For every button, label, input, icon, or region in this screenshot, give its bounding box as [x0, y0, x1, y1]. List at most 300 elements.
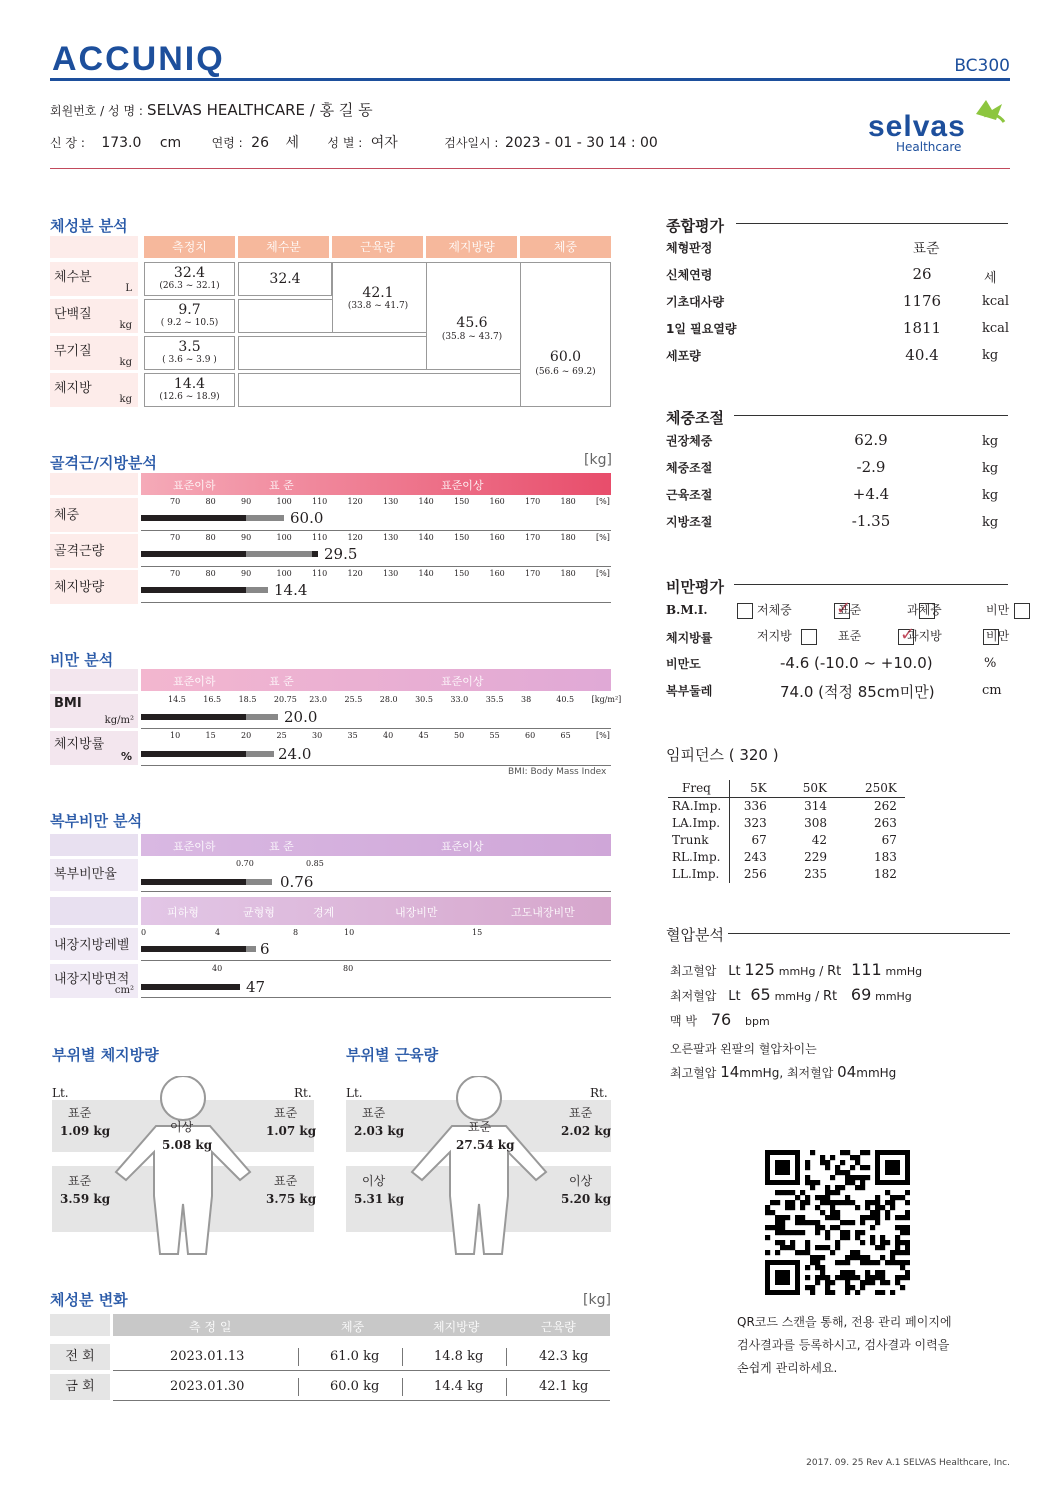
imp-header-5k: 5K	[750, 781, 767, 795]
mf-tick: 130	[383, 497, 399, 506]
imp-cell: 182	[873, 867, 897, 881]
visceral-subcutaneous: 피하형	[167, 906, 199, 919]
bmi-label: BMI	[54, 696, 82, 711]
mf-tick: 100	[276, 497, 292, 506]
water-box	[238, 262, 332, 296]
abd-scale-below: 표준이하	[173, 840, 216, 853]
row-water-unit: L	[125, 283, 132, 294]
history-sep	[298, 1348, 299, 1366]
mf-bar-gray	[246, 515, 284, 521]
scale-below: 표준이하	[173, 479, 216, 492]
pbf-tick: 50	[454, 731, 465, 740]
pbf-label: 체지방률	[54, 737, 105, 752]
bmi-row	[50, 694, 138, 728]
imp-cell: 243	[743, 850, 767, 864]
mf-bar-gray	[246, 587, 268, 593]
pulse-unit: bpm	[745, 1015, 770, 1028]
imp-cell: 314	[804, 799, 827, 813]
bmi-tick: 20.75	[273, 695, 297, 704]
fat-rl-status: 표준	[274, 1174, 298, 1188]
history-sep	[298, 1378, 299, 1396]
pbf-value: 24.0	[278, 745, 312, 763]
header-divider	[50, 78, 1010, 81]
vfa-tick-40: 40	[212, 964, 223, 973]
muscle-ll-value: 5.31 kg	[354, 1192, 405, 1206]
imp-row	[668, 849, 905, 866]
footer: 2017. 09. 25 Rev A.1 SELVAS Healthcare, Inc.	[806, 1458, 1010, 1468]
visceral-borderline: 경계	[313, 906, 335, 919]
sys-unit-1: mmHg	[778, 965, 816, 978]
fat-ll-value: 3.59 kg	[60, 1192, 111, 1206]
measured-water-value: 32.4	[173, 265, 206, 281]
imp-header-freq: Freq	[668, 780, 730, 798]
bp-systolic	[670, 960, 922, 979]
vfa-unit: cm²	[114, 985, 134, 996]
imp-cell: 235	[804, 867, 827, 881]
fat-extension	[238, 373, 520, 407]
muscle-trunk-status: 표준	[468, 1120, 492, 1134]
mf-tick: 70	[170, 533, 181, 542]
mf-tick: 140	[418, 497, 434, 506]
bmi-bar-gray	[246, 714, 278, 720]
mf-value-2: 14.4	[274, 581, 308, 599]
pbf-tick: [%]	[596, 731, 610, 740]
dia-rt: Rt	[822, 989, 838, 1004]
checkbox-label-bmi_options-3: 비만	[986, 603, 1010, 617]
history-sep	[506, 1378, 507, 1396]
obesity-title: 비만 분석	[50, 651, 114, 669]
history-unit: [kg]	[583, 1292, 611, 1308]
history-weight: 61.0 kg	[330, 1349, 380, 1364]
history-muscle: 42.1 kg	[539, 1379, 589, 1394]
checkbox-label-bmi_options-2: 과체중	[907, 603, 942, 617]
imp-row	[668, 832, 905, 849]
pbf-tick: 20	[241, 731, 252, 740]
sys-rt-value: 111	[851, 960, 882, 979]
header-underline	[50, 168, 1010, 169]
row-water	[50, 262, 138, 296]
bmi-tick: 16.5	[203, 695, 222, 704]
muscle-la-value: 2.03 kg	[354, 1124, 405, 1138]
vfa-value: 47	[246, 978, 266, 996]
pbf-unit: %	[120, 750, 132, 763]
obesity-header-blank	[50, 669, 138, 691]
mf-tick: [%]	[596, 533, 610, 542]
history-line	[113, 1400, 610, 1401]
bmi-tick: 23.0	[309, 695, 327, 704]
age-label: 연령 :	[211, 136, 243, 150]
impedance-table	[668, 780, 905, 883]
bmi-tick: 40.5	[556, 695, 575, 704]
vfl-line	[141, 960, 611, 961]
measured-mineral-range: ( 3.6 ~ 3.9 )	[162, 355, 217, 365]
mf-tick: 140	[418, 569, 434, 578]
muscle-ra-value: 2.02 kg	[561, 1124, 612, 1138]
body-figure-muscle-icon	[404, 1076, 554, 1256]
mf-value-0: 60.0	[290, 509, 324, 527]
pulse-label: 맥 박	[670, 1014, 697, 1028]
impedance-title: 임피던스 ( 320 )	[666, 746, 779, 764]
mf-tick: 110	[312, 497, 328, 506]
muscle-rl-status: 이상	[569, 1174, 593, 1188]
history-header	[113, 1314, 610, 1336]
pbf-tick: 10	[170, 731, 181, 740]
qr-code-icon[interactable]	[765, 1150, 910, 1295]
bmi-tick: 28.0	[379, 695, 398, 704]
whr-tick-070: 0.70	[236, 859, 254, 868]
bmi-tick: 18.5	[238, 695, 257, 704]
wc-value-1: -2.9	[856, 458, 886, 476]
header-weight: 체중	[520, 236, 611, 258]
history-title: 체성분 변화	[50, 1291, 128, 1309]
imp-cell: 308	[804, 816, 827, 830]
vfl-tick-0: 0	[141, 928, 147, 937]
ffm-value: 45.6	[456, 315, 488, 331]
measured-protein-value: 9.7	[178, 302, 201, 318]
bp-note2-d: 04	[837, 1063, 857, 1081]
checkbox-bmi_options-0[interactable]	[737, 603, 753, 619]
pbf-tick: 35	[347, 731, 358, 740]
bp-note2-c: mmHg, 최저혈압	[739, 1066, 834, 1080]
bmi-tick: 30.5	[415, 695, 433, 704]
summary-value-2: 1176	[902, 292, 942, 310]
row-fat-label: 체지방	[54, 381, 92, 396]
height-value: 173.0	[101, 135, 142, 151]
whr-row	[50, 859, 138, 891]
fat-ra-value: 1.07 kg	[266, 1124, 317, 1138]
vfl-tick-4: 4	[215, 928, 221, 937]
row-protein	[50, 299, 138, 333]
weight-range: (56.6 ~ 69.2)	[535, 367, 596, 377]
eval-bmi-label: B.M.I.	[666, 603, 708, 617]
selvas-logo	[866, 92, 1011, 157]
fat-la-status: 표준	[68, 1106, 92, 1120]
sex-value: 여자	[370, 135, 398, 151]
wc-unit-2: kg	[982, 488, 999, 503]
vfl-bar-black	[141, 946, 246, 952]
healthcare-text: Healthcare	[896, 140, 962, 154]
imp-cell: 42	[811, 833, 827, 847]
segment-muscle-rt: Rt.	[590, 1086, 608, 1100]
bp-note1: 오른팔과 왼팔의 혈압차이는	[670, 1042, 817, 1056]
muscle-rl-value: 5.20 kg	[561, 1192, 612, 1206]
fat-la-value: 1.09 kg	[60, 1124, 111, 1138]
bmi-value: 20.0	[284, 708, 318, 726]
mf-bar-black	[141, 515, 246, 521]
mf-line	[141, 602, 611, 603]
dia-sep: /	[815, 989, 820, 1003]
muscle-fat-unit: [kg]	[584, 452, 612, 468]
vfl-label: 내장지방레벨	[54, 938, 130, 953]
visceral-obese: 내장비만	[395, 906, 438, 919]
scale-normal: 표 준	[269, 479, 294, 492]
bmi-footnote: BMI: Body Mass Index	[508, 767, 607, 777]
mf-tick: 140	[418, 533, 434, 542]
history-sep	[506, 1348, 507, 1366]
qr-text-1: QR코드 스캔을 통해, 전용 관리 페이지에	[737, 1315, 952, 1329]
mf-tick: 70	[170, 497, 181, 506]
checkbox-bmi_options-3[interactable]	[1014, 603, 1030, 619]
sys-rt: Rt	[827, 964, 842, 979]
history-row-label: 전 회	[50, 1344, 110, 1370]
dia-lt-value: 65	[750, 985, 771, 1004]
bmi-line	[141, 728, 611, 729]
selvas-text: selvas	[868, 110, 966, 143]
imp-row-label: RL.Imp.	[668, 849, 730, 866]
waist-value: 74.0 (적정 85cm미만)	[780, 683, 935, 701]
mf-tick: 110	[312, 569, 328, 578]
abdominal-title: 복부비만 분석	[50, 812, 143, 830]
dia-unit-2: mmHg	[875, 990, 912, 1003]
sys-lt-value: 125	[744, 960, 775, 979]
mf-row-label-2: 체지방량	[50, 570, 138, 604]
abd-scale-above: 표준이상	[441, 840, 484, 853]
mf-tick: 70	[170, 569, 181, 578]
pbf-tick: 15	[205, 731, 216, 740]
summary-title: 종합평가	[666, 217, 724, 235]
dia-unit-1: mmHg	[774, 990, 812, 1003]
mf-tick: 180	[560, 569, 576, 578]
protein-extension	[238, 299, 332, 333]
date-value: 2023 - 01 - 30 14 : 00	[504, 135, 658, 151]
row-fat	[50, 373, 138, 407]
bp-rule	[728, 933, 1010, 934]
pbf-tick: 65	[560, 731, 571, 740]
history-row-label: 금 회	[50, 1374, 110, 1400]
row-mineral-unit: kg	[119, 357, 132, 368]
weight-value: 60.0	[549, 349, 582, 365]
imp-row-label: RA.Imp.	[668, 798, 730, 816]
bp-note2-a: 최고혈압	[670, 1066, 717, 1080]
measured-fat	[144, 373, 235, 407]
fat-trunk-value: 5.08 kg	[162, 1138, 213, 1152]
mf-tick: 120	[347, 497, 363, 506]
row-protein-unit: kg	[119, 320, 132, 331]
summary-label-2: 기초대사량	[666, 295, 724, 309]
imp-row	[668, 866, 905, 883]
mf-tick: [%]	[596, 569, 610, 578]
checkbox-label-bmi_options-0: 저체중	[757, 603, 792, 617]
muscle-value: 42.1	[362, 285, 394, 301]
fat-trunk-status: 이상	[170, 1120, 194, 1134]
segment-fat-title: 부위별 체지방량	[52, 1046, 159, 1064]
vfa-bar-black	[141, 984, 240, 990]
mf-tick: 160	[489, 497, 505, 506]
header-measured: 측정치	[144, 236, 235, 258]
imp-header-250k: 250K	[864, 781, 897, 795]
row-mineral-label: 무기질	[54, 344, 92, 359]
whr-bar-black	[141, 879, 246, 885]
mf-bar-black	[141, 587, 246, 593]
qr-text-3: 손쉽게 관리하세요.	[737, 1361, 838, 1375]
age-unit: 세	[285, 135, 299, 151]
mf-tick: 180	[560, 497, 576, 506]
measured-water	[144, 262, 235, 296]
composition-header-blank	[50, 236, 138, 258]
fat-rl-value: 3.75 kg	[266, 1192, 317, 1206]
imp-cell: 262	[873, 799, 897, 813]
mf-bar-black	[141, 551, 246, 557]
measured-protein-range: ( 9.2 ~ 10.5)	[160, 318, 219, 328]
qr-text-2: 검사결과를 등록하시고, 검사결과 이력을	[737, 1338, 950, 1352]
height-label: 신 장 :	[50, 136, 85, 150]
checkbox-pbf_options-0[interactable]	[801, 629, 817, 645]
pbf-tick: 60	[525, 731, 536, 740]
history-muscle: 42.3 kg	[539, 1349, 589, 1364]
weight-control-rule	[734, 415, 1008, 416]
whr-value: 0.76	[280, 873, 314, 891]
summary-label-4: 세포량	[666, 349, 701, 363]
mf-bar-gray	[246, 551, 318, 557]
bmi-tick: 14.5	[168, 695, 186, 704]
muscle-ra-status: 표준	[569, 1106, 593, 1120]
sys-sep: /	[819, 964, 824, 978]
mf-tick: 160	[489, 569, 505, 578]
vfl-tick-8: 8	[293, 928, 299, 937]
imp-row-label: LA.Imp.	[668, 815, 730, 832]
date-label: 검사일시 :	[444, 136, 499, 150]
mf-tick: 150	[454, 533, 470, 542]
waist-label: 복부둘레	[666, 684, 713, 698]
dia-label: 최저혈압	[670, 989, 717, 1003]
abdominal-scalebar	[141, 834, 611, 856]
visceral-header-blank	[50, 897, 138, 925]
member-info	[50, 99, 373, 120]
bp-note2-b: 14	[720, 1063, 740, 1081]
vfa-tick-80: 80	[343, 964, 354, 973]
bmi-bar-black	[141, 714, 246, 720]
summary-unit-1: 세	[984, 271, 997, 286]
history-weight: 60.0 kg	[330, 1379, 380, 1394]
mf-tick: 100	[276, 569, 292, 578]
row-protein-label: 단백질	[54, 307, 92, 322]
imp-header-50k: 50K	[802, 781, 827, 795]
whr-tick-085: 0.85	[306, 859, 324, 868]
vfl-row	[50, 928, 138, 960]
vfa-line	[141, 997, 611, 998]
mf-tick: 90	[241, 569, 252, 578]
mf-tick: 80	[205, 533, 216, 542]
summary-unit-4: kg	[982, 348, 999, 363]
imp-row	[668, 798, 905, 816]
imp-cell: 183	[873, 850, 897, 864]
mf-line	[141, 566, 611, 567]
patient-info	[50, 132, 658, 152]
whr-line	[141, 891, 611, 892]
mf-tick: 150	[454, 569, 470, 578]
wc-label-0: 권장체중	[666, 434, 713, 448]
pbf-bar-gray	[246, 751, 274, 757]
mf-tick: 90	[241, 497, 252, 506]
muscle-ll-status: 이상	[362, 1174, 386, 1188]
summary-value-3: 1811	[902, 319, 942, 337]
summary-unit-2: kcal	[982, 294, 1010, 309]
mf-tick: 150	[454, 497, 470, 506]
mf-value-1: 29.5	[324, 545, 358, 563]
muscle-la-status: 표준	[362, 1106, 386, 1120]
degree-label: 비만도	[666, 657, 701, 671]
history-line	[113, 1370, 610, 1371]
header-ffm: 제지방량	[426, 236, 517, 258]
sys-label: 최고혈압	[670, 964, 717, 978]
mf-tick: 80	[205, 497, 216, 506]
history-header-muscle: 근육량	[541, 1320, 576, 1334]
mf-tick: 80	[205, 569, 216, 578]
row-fat-unit: kg	[119, 394, 132, 405]
abd-scale-normal: 표 준	[269, 840, 294, 853]
wc-unit-0: kg	[982, 434, 999, 449]
imp-cell: 256	[743, 867, 767, 881]
bp-diastolic	[670, 985, 912, 1004]
vfl-value: 6	[260, 940, 270, 958]
wc-unit-3: kg	[982, 515, 999, 530]
checkbox-label-pbf_options-1: 표준	[838, 629, 862, 643]
vfl-tick-15: 15	[472, 928, 483, 937]
mf-tick: 170	[525, 497, 541, 506]
segment-muscle-title: 부위별 근육량	[346, 1046, 439, 1064]
ffm-box	[426, 262, 520, 370]
measured-water-range: (26.3 ~ 32.1)	[159, 281, 220, 291]
wc-value-2: +4.4	[852, 485, 890, 503]
mf-tick: 160	[489, 533, 505, 542]
age-value: 26	[251, 135, 269, 151]
imp-cell: 67	[881, 833, 897, 847]
scale-above: 표준이상	[441, 479, 484, 492]
wc-label-2: 근육조절	[666, 488, 713, 502]
visceral-severe: 고도내장비만	[511, 906, 575, 919]
history-header-blank	[50, 1314, 110, 1336]
header-water: 체수분	[238, 236, 329, 258]
mf-tick: 120	[347, 569, 363, 578]
wc-value-3: -1.35	[851, 512, 891, 530]
mf-line	[141, 530, 611, 531]
muscle-box	[332, 262, 426, 333]
imp-cell: 323	[743, 816, 767, 830]
mf-tick: 110	[312, 533, 328, 542]
sys-unit-2: mmHg	[885, 965, 923, 978]
obesity-scale-below: 표준이하	[173, 675, 216, 688]
pulse-value: 76	[710, 1010, 732, 1029]
pbf-tick: 40	[383, 731, 394, 740]
segment-fat-rt: Rt.	[294, 1086, 312, 1100]
bp-title: 혈압분석	[666, 926, 724, 944]
fat-ll-status: 표준	[68, 1174, 92, 1188]
muscle-range: (33.8 ~ 41.7)	[347, 301, 409, 311]
vfa-row	[50, 964, 138, 998]
vfl-bar-gray	[246, 946, 256, 952]
summary-label-1: 신체연령	[666, 268, 713, 282]
composition-title: 체성분 분석	[50, 217, 128, 235]
bmi-tick: 25.5	[344, 695, 363, 704]
vfl-tick-10: 10	[344, 928, 355, 937]
sex-label: 성 별 :	[327, 136, 363, 150]
pbf-tick: 45	[418, 731, 429, 740]
obesity-scale-above: 표준이상	[441, 675, 484, 688]
dia-lt: Lt	[728, 989, 741, 1004]
mf-row-label-0: 체중	[50, 498, 138, 532]
history-date: 2023.01.30	[170, 1379, 245, 1394]
pbf-bar-black	[141, 751, 246, 757]
mf-tick: 180	[560, 533, 576, 542]
accuniq-logo: ACCUNIQ	[52, 40, 225, 78]
imp-row	[668, 815, 905, 832]
whr-label: 복부비만율	[54, 867, 117, 882]
summary-rule	[736, 223, 1008, 224]
height-unit: cm	[159, 135, 182, 151]
pbf-line	[141, 765, 611, 766]
waist-unit: cm	[982, 683, 1002, 698]
imp-row-label: Trunk	[668, 832, 730, 849]
